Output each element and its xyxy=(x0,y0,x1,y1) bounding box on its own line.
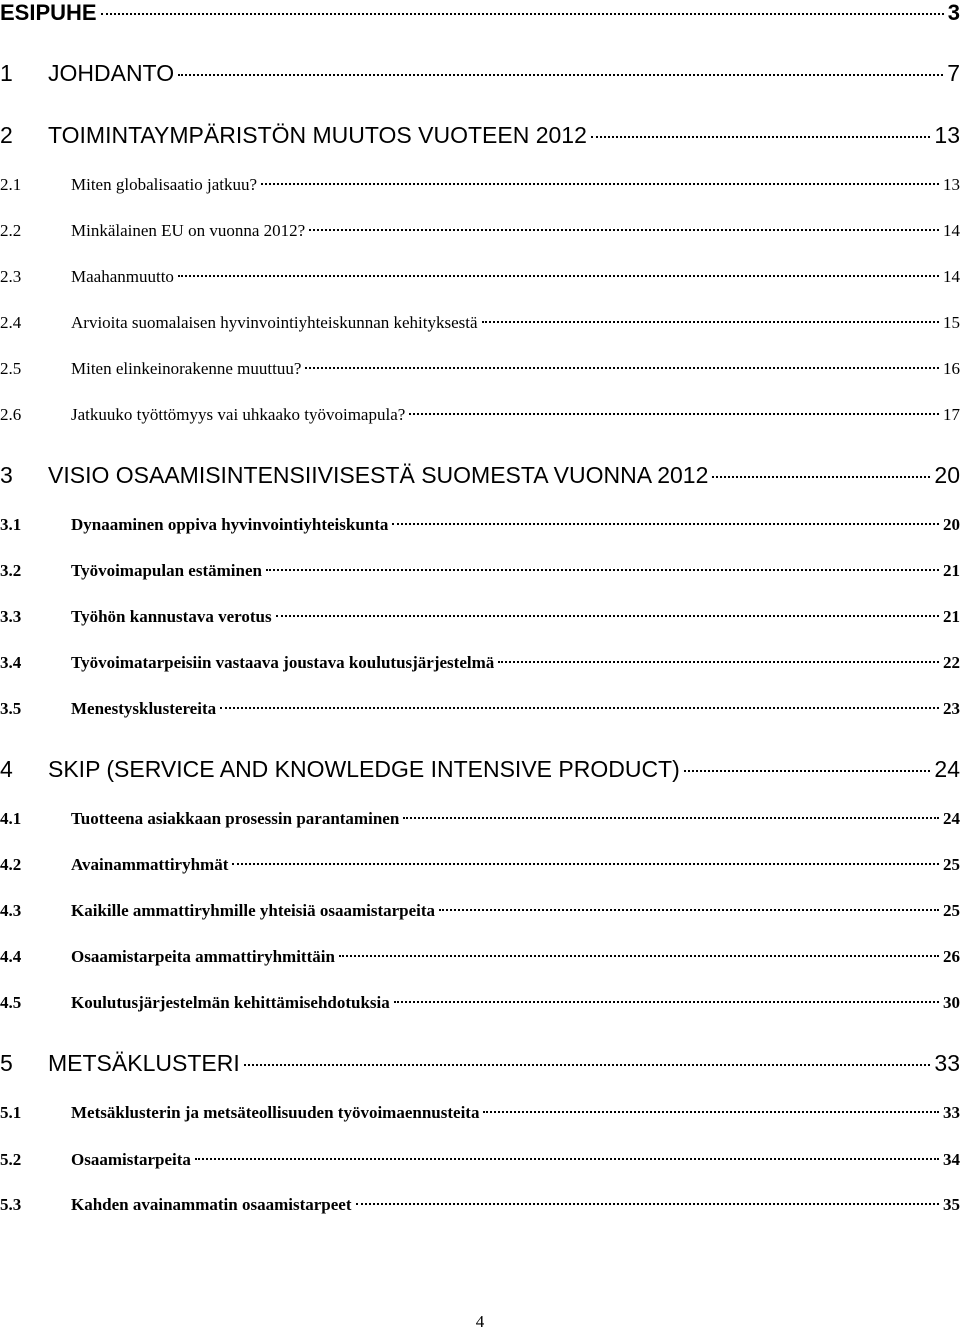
toc-entry-page: 21 xyxy=(943,607,960,626)
toc-entry-title: TOIMINTAYMPÄRISTÖN MUUTOS VUOTEEN 2012 xyxy=(48,122,587,148)
toc-entry-number: 3.2 xyxy=(0,561,22,580)
toc-entry-page: 14 xyxy=(943,221,960,240)
toc-entry-number: 1 xyxy=(0,60,13,86)
toc-entry-page: 33 xyxy=(934,1050,960,1076)
toc-leader-dots xyxy=(244,1064,931,1066)
toc-entry-title: JOHDANTO xyxy=(48,60,175,86)
toc-entry-4-4[interactable] xyxy=(0,947,960,967)
toc-entry-5-2[interactable] xyxy=(0,1150,960,1170)
toc-leader-dots xyxy=(178,74,943,76)
toc-entry-5[interactable] xyxy=(0,1050,960,1077)
toc-entry-title: Koulutusjärjestelmän kehittämisehdotuksia xyxy=(71,993,390,1012)
toc-entry-page: 24 xyxy=(934,756,960,782)
toc-entry-2-1[interactable] xyxy=(0,175,960,195)
toc-entry-title: Työvoimatarpeisiin vastaava joustava koulutusjärjestelmä xyxy=(71,653,495,672)
toc-entry-page: 21 xyxy=(943,561,960,580)
toc-entry-title: Avainammattiryhmät xyxy=(71,855,229,874)
toc-leader-dots xyxy=(392,523,939,525)
toc-entry-5-3[interactable] xyxy=(0,1195,960,1215)
toc-entry-page: 33 xyxy=(943,1103,960,1122)
toc-entry-number: 4.2 xyxy=(0,855,22,874)
toc-leader-dots xyxy=(483,1111,939,1113)
toc-leader-dots xyxy=(684,770,931,772)
toc-entry-2-2[interactable] xyxy=(0,221,960,241)
toc-entry-title: Jatkuuko työttömyys vai uhkaako työvoimapula? xyxy=(71,405,406,424)
toc-leader-dots xyxy=(482,321,939,323)
toc-entry-title: Minkälainen EU on vuonna 2012? xyxy=(71,221,306,240)
toc-leader-dots xyxy=(591,136,931,138)
toc-entry-title: Kaikille ammattiryhmille yhteisiä osaamistarpeita xyxy=(71,901,436,920)
toc-entry-number: 3.3 xyxy=(0,607,22,626)
toc-entry-4-1[interactable] xyxy=(0,809,960,829)
toc-leader-dots xyxy=(178,275,939,277)
toc-entry-page: 14 xyxy=(943,267,960,286)
toc-entry-number: 5.1 xyxy=(0,1103,22,1122)
toc-entry-3-4[interactable] xyxy=(0,653,960,673)
toc-leader-dots xyxy=(266,569,939,571)
toc-entry-page: 7 xyxy=(947,60,960,86)
toc-leader-dots xyxy=(261,183,939,185)
toc-entry-2-4[interactable] xyxy=(0,313,960,333)
toc-leader-dots xyxy=(101,13,944,15)
toc-entry-number: 5 xyxy=(0,1050,13,1076)
toc-entry-title: Tuotteena asiakkaan prosessin parantaminen xyxy=(71,809,400,828)
toc-leader-dots xyxy=(712,476,930,478)
toc-entry-4-2[interactable] xyxy=(0,855,960,875)
toc-entry-page: 16 xyxy=(943,359,960,378)
toc-entry-5-1[interactable] xyxy=(0,1103,960,1123)
toc-leader-dots xyxy=(309,229,939,231)
toc-entry-2-5[interactable] xyxy=(0,359,960,379)
toc-leader-dots xyxy=(195,1158,939,1160)
toc-entry-page: 17 xyxy=(943,405,960,424)
toc-entry-number: 3.4 xyxy=(0,653,22,672)
toc-entry-title: SKIP (SERVICE AND KNOWLEDGE INTENSIVE PRODUCT) xyxy=(48,756,680,782)
toc-entry-number: 2.3 xyxy=(0,267,22,286)
toc-entry-page: 20 xyxy=(934,462,960,488)
toc-entry-number: 4.1 xyxy=(0,809,22,828)
toc-entry-number: 4.5 xyxy=(0,993,22,1012)
toc-entry-title: METSÄKLUSTERI xyxy=(48,1050,240,1076)
toc-entry-page: 35 xyxy=(943,1195,960,1214)
toc-entry-page: 20 xyxy=(943,515,960,534)
toc-entry-number: 2.4 xyxy=(0,313,22,332)
toc-entry-title: Arvioita suomalaisen hyvinvointiyhteiskunnan kehityksestä xyxy=(71,313,478,332)
toc-entry-2-6[interactable] xyxy=(0,405,960,425)
toc-entry-page: 3 xyxy=(947,0,960,25)
toc-entry-title: Työvoimapulan estäminen xyxy=(71,561,262,580)
toc-leader-dots xyxy=(498,661,939,663)
toc-entry-page: 13 xyxy=(934,122,960,148)
toc-entry-4-5[interactable] xyxy=(0,993,960,1013)
toc-entry-number: 2.1 xyxy=(0,175,22,194)
toc-entry-number: 3.5 xyxy=(0,699,22,718)
toc-leader-dots xyxy=(232,863,939,865)
toc-entry-number: 2.5 xyxy=(0,359,22,378)
toc-entry-title: Osaamistarpeita ammattiryhmittäin xyxy=(71,947,335,966)
toc-entry-page: 30 xyxy=(943,993,960,1012)
toc-entry-2[interactable] xyxy=(0,122,960,149)
toc-entry-3-5[interactable] xyxy=(0,699,960,719)
toc-entry-title: Työhön kannustava verotus xyxy=(71,607,272,626)
toc-entry-page: 34 xyxy=(943,1150,960,1169)
toc-entry-title: Kahden avainammatin osaamistarpeet xyxy=(71,1195,352,1214)
toc-entry-title: ESIPUHE xyxy=(0,0,97,25)
toc-leader-dots xyxy=(220,707,939,709)
toc-entry-4-3[interactable] xyxy=(0,901,960,921)
toc-leader-dots xyxy=(305,367,939,369)
toc-entry-page: 26 xyxy=(943,947,960,966)
toc-entry-3-2[interactable] xyxy=(0,561,960,581)
toc-leader-dots xyxy=(394,1001,939,1003)
toc-entry-number: 4.4 xyxy=(0,947,22,966)
toc-leader-dots xyxy=(356,1203,940,1205)
toc-entry-2-3[interactable] xyxy=(0,267,960,287)
toc-entry-page: 22 xyxy=(943,653,960,672)
toc-entry-page: 25 xyxy=(943,901,960,920)
toc-entry-title: Metsäklusterin ja metsäteollisuuden työvoimaennusteita xyxy=(71,1103,480,1122)
toc-entry-title: Menestysklustereita xyxy=(71,699,217,718)
toc-entry-1[interactable] xyxy=(0,60,960,87)
toc-entry-number: 3.1 xyxy=(0,515,22,534)
toc-entry-page: 15 xyxy=(943,313,960,332)
toc-entry-title: Miten globalisaatio jatkuu? xyxy=(71,175,258,194)
toc-entry-4[interactable] xyxy=(0,756,960,783)
toc-entry-3-1[interactable] xyxy=(0,515,960,535)
page-number: 4 xyxy=(475,1312,485,1331)
toc-entry-number: 5.3 xyxy=(0,1195,22,1214)
toc-entry-title: Miten elinkeinorakenne muuttuu? xyxy=(71,359,302,378)
toc-entry-page: 25 xyxy=(943,855,960,874)
toc-entry-page: 23 xyxy=(943,699,960,718)
toc-leader-dots xyxy=(339,955,939,957)
toc-entry-title: Dynaaminen oppiva hyvinvointiyhteiskunta xyxy=(71,515,389,534)
toc-entry-number: 2 xyxy=(0,122,13,148)
toc-entry-number: 4 xyxy=(0,756,13,782)
toc-leader-dots xyxy=(409,413,939,415)
toc-entry-3-3[interactable] xyxy=(0,607,960,627)
toc-entry-number: 3 xyxy=(0,462,13,488)
toc-entry-title: Osaamistarpeita xyxy=(71,1150,191,1169)
toc-entry-3[interactable] xyxy=(0,462,960,489)
toc-leader-dots xyxy=(276,615,939,617)
toc-entry-title: VISIO OSAAMISINTENSIIVISESTÄ SUOMESTA VUONNA 2012 xyxy=(48,462,709,488)
toc-entry-number: 2.6 xyxy=(0,405,22,424)
toc-entry-page: 24 xyxy=(943,809,960,828)
toc-entry-title: Maahanmuutto xyxy=(71,267,174,286)
toc-entry-page: 13 xyxy=(943,175,960,194)
toc-leader-dots xyxy=(439,909,939,911)
toc-entry-number: 5.2 xyxy=(0,1150,22,1169)
toc-entry-esipuhe[interactable] xyxy=(0,0,960,26)
toc-entry-number: 2.2 xyxy=(0,221,22,240)
toc-entry-number: 4.3 xyxy=(0,901,22,920)
toc-leader-dots xyxy=(403,817,939,819)
